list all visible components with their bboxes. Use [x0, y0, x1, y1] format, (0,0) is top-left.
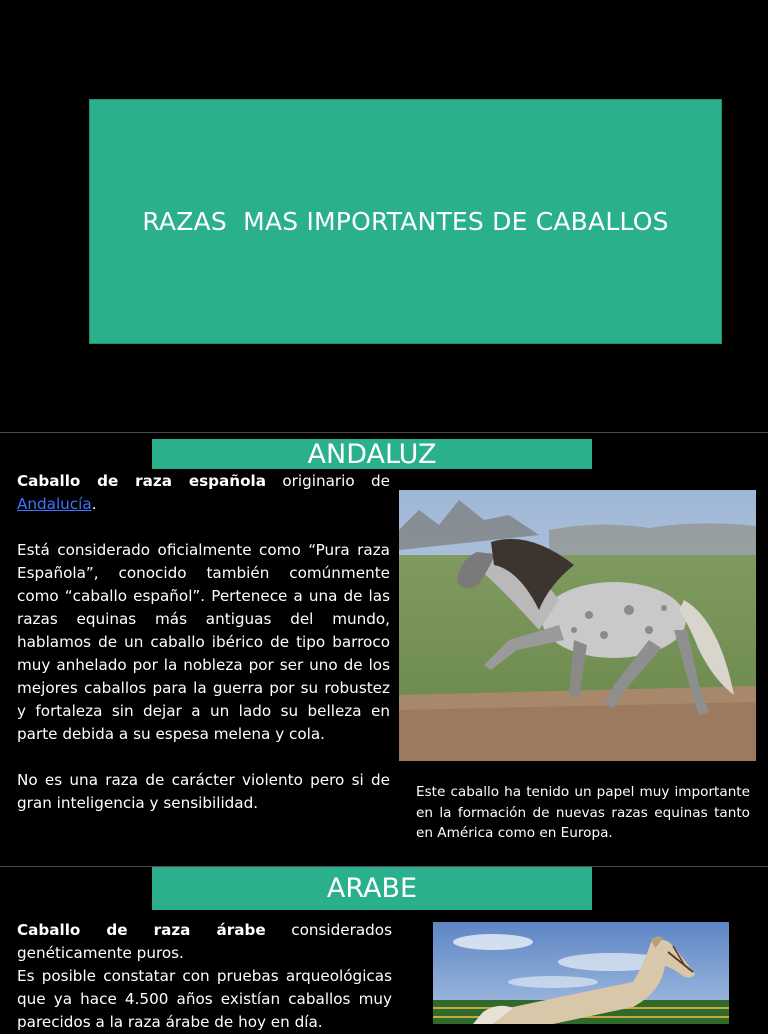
andaluz-slide	[0, 433, 768, 865]
andaluz-intro-end: .	[91, 495, 97, 513]
andaluz-intro-bold: Caballo de raza española	[17, 472, 266, 490]
andaluz-paragraph-2: Está considerado oficialmente como “Pura raza Española”, conocido también comúnmente como “caballo español”. Pertenece a una de las razas equinas más antiguas del mundo, hablamos de un caballo ibérico de tipo barroco muy anhelado por la nobleza por ser uno de los mejores caballos para la guerra por su robustez y fortaleza sin dejar a un lado su belleza en parte debida a su espesa melena y cola.	[17, 541, 390, 743]
arabe-slide	[0, 867, 768, 1031]
arabe-horse-photo	[433, 922, 729, 1024]
andaluz-horse-image	[399, 490, 756, 761]
andaluz-heading: ANDALUZ	[307, 438, 437, 470]
andaluz-paragraph-3: No es una raza de carácter violento pero si de gran inteligencia y sensibilidad.	[17, 771, 390, 812]
arabe-body	[17, 919, 392, 1034]
arabe-heading-bar	[152, 867, 592, 910]
andaluz-intro-rest: originario de	[265, 472, 390, 490]
arabe-paragraph-2: Es posible constatar con pruebas arqueológicas que ya hace 4.500 años existían caballos muy parecidos a la raza árabe de hoy en día.	[17, 967, 392, 1031]
andaluz-heading-bar	[152, 439, 592, 469]
title-slide	[0, 0, 768, 431]
andaluz-horse-photo	[399, 490, 756, 761]
andaluz-body	[17, 470, 390, 838]
slide-title: RAZAS MAS IMPORTANTES DE CABALLOS	[142, 207, 669, 236]
andalucia-link[interactable]: Andalucía	[17, 495, 92, 513]
arabe-intro-bold: Caballo de raza árabe	[17, 921, 266, 939]
andaluz-caption: Este caballo ha tenido un papel muy importante en la formación de nuevas razas equinas tanto en América como en Europa.	[416, 784, 750, 841]
arabe-heading: ARABE	[326, 873, 418, 904]
title-box	[89, 99, 722, 344]
arabe-horse-image	[433, 922, 729, 1024]
arabe-intro-rest: considerados genéticamente puros.	[17, 921, 392, 962]
